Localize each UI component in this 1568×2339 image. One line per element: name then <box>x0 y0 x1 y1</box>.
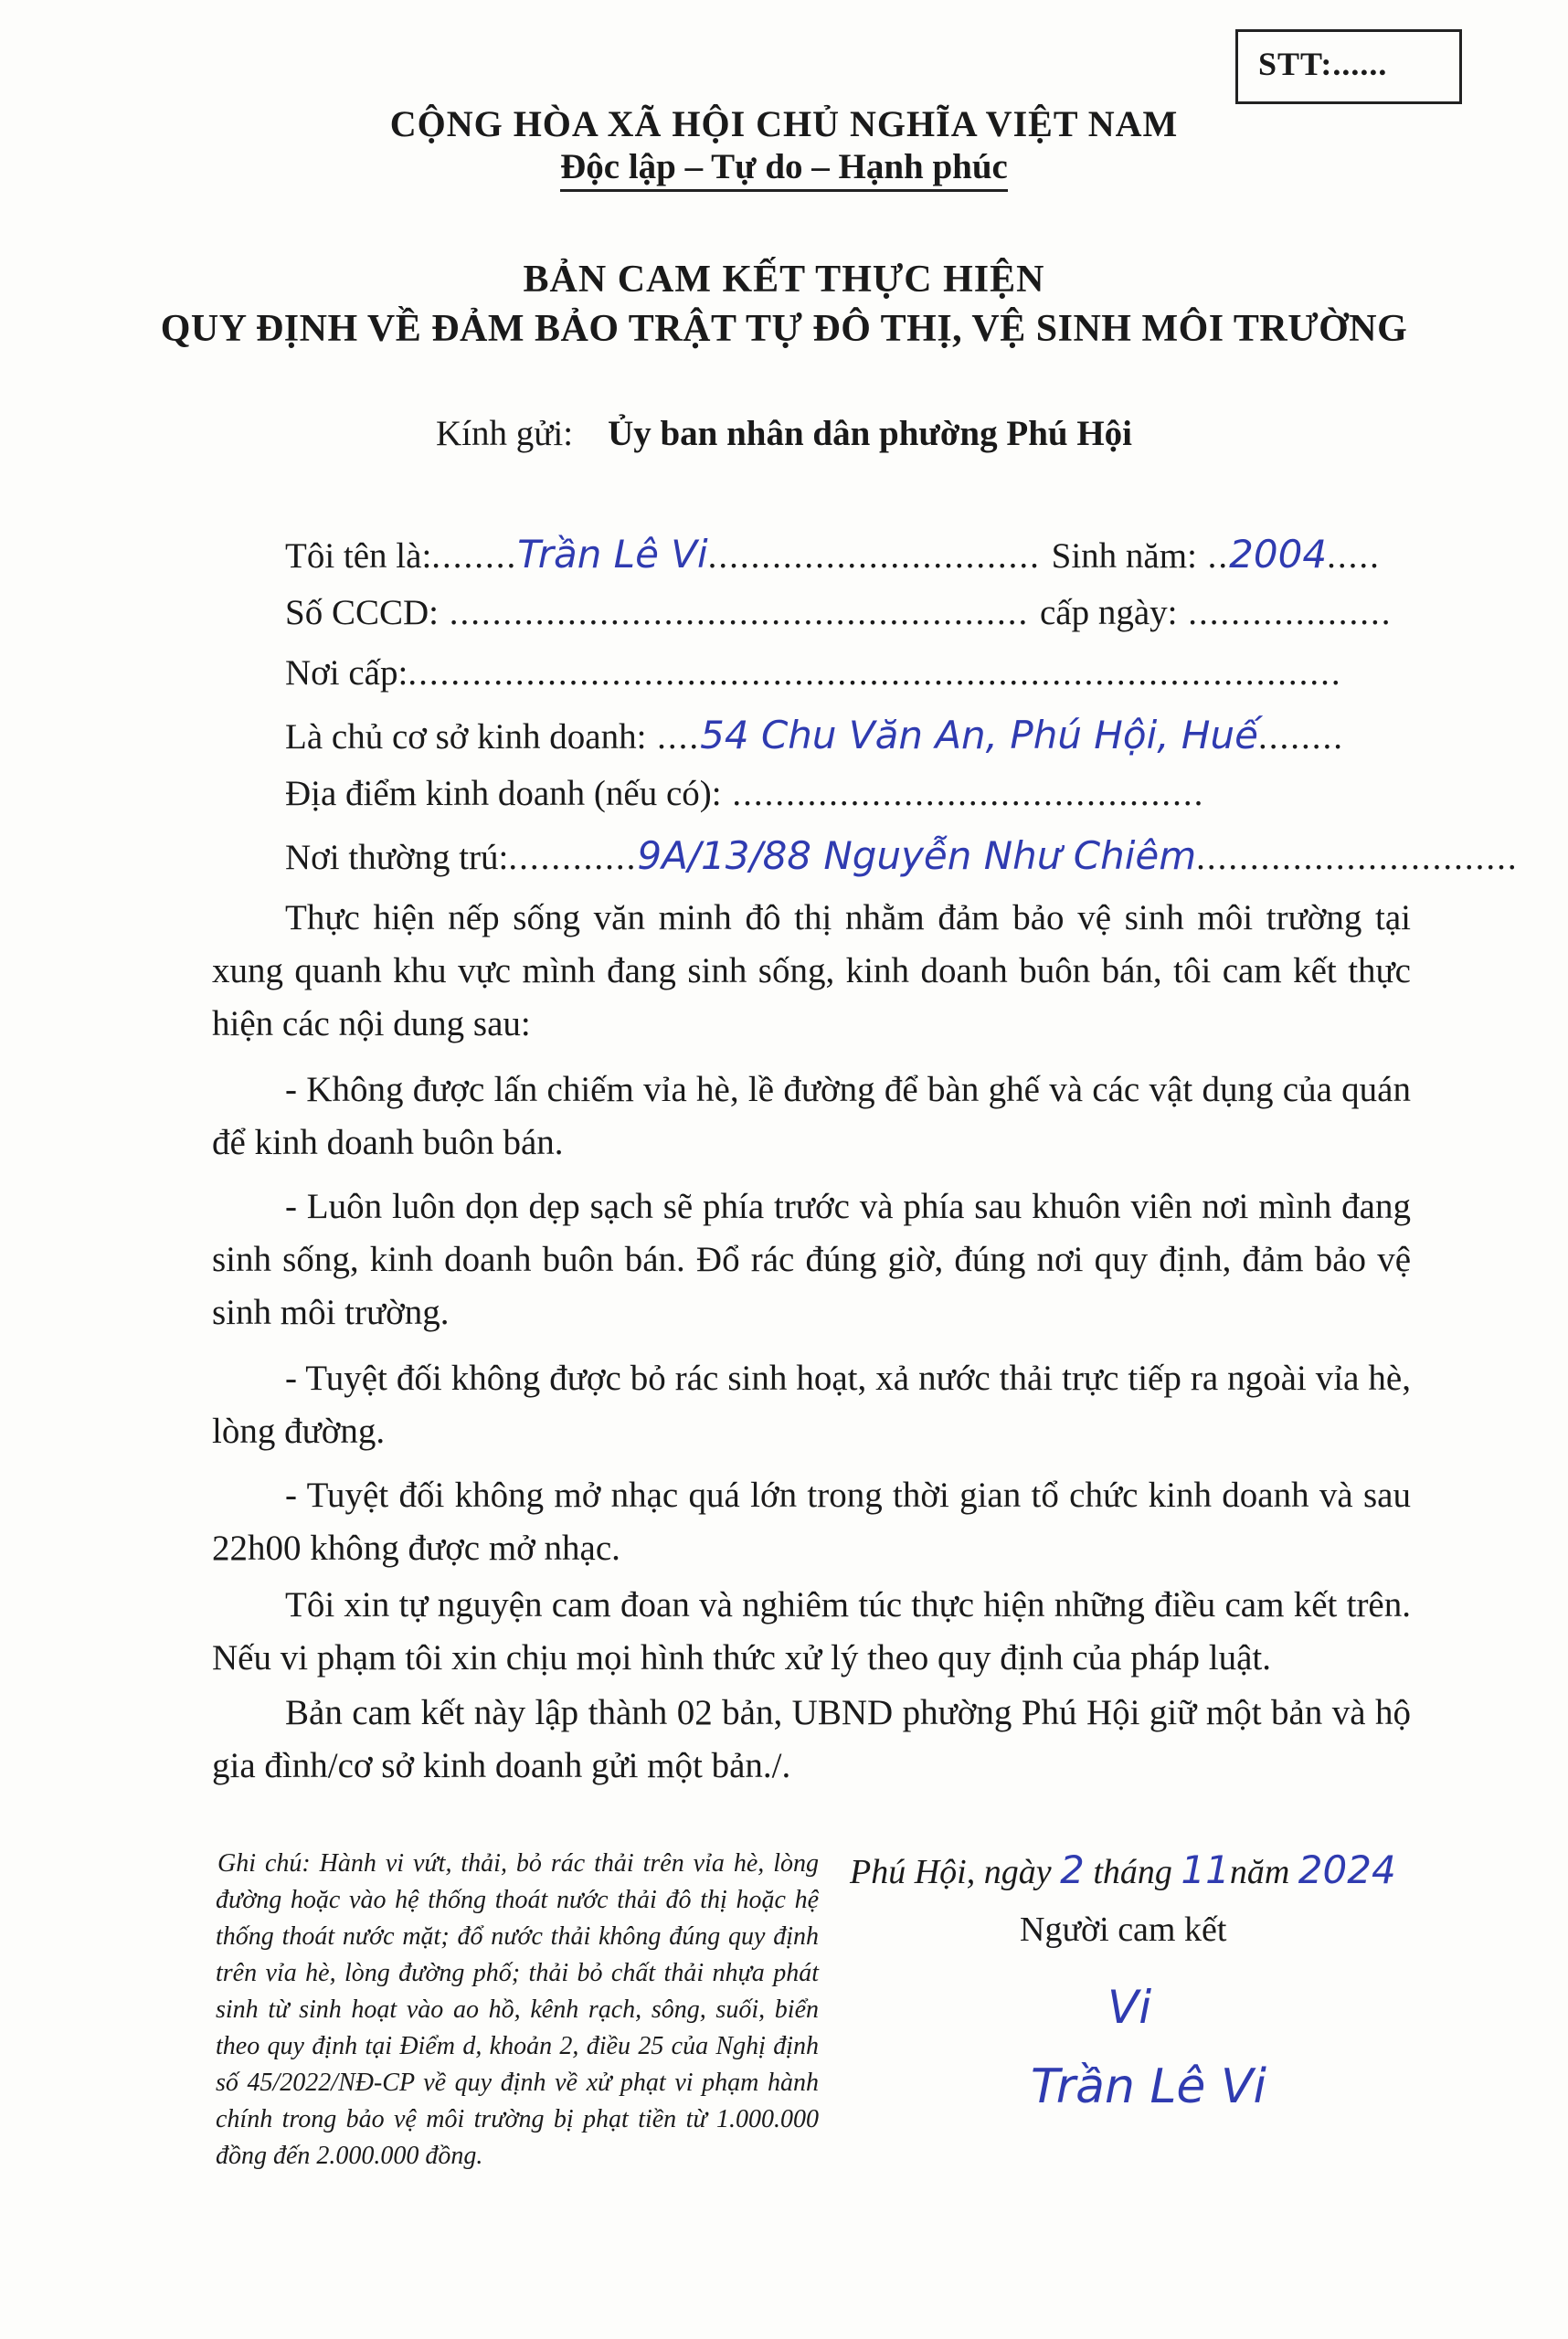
field-issue-place-row <box>285 652 1409 693</box>
date-place: Phú Hội, ngày <box>850 1853 1052 1891</box>
field-id-row <box>285 592 1409 633</box>
date-day[interactable]: 2 <box>1060 1847 1085 1892</box>
issue-place-value[interactable]: ....................................................................................... <box>408 653 1342 693</box>
owner-value[interactable]: 54 Chu Văn An, Phú Hội, Huế <box>700 713 1258 757</box>
nation-heading: CỘNG HÒA XÃ HỘI CHỦ NGHĨA VIỆT NAM <box>389 103 1179 144</box>
commitment-item-3: - Tuyệt đối không được bỏ rác sinh hoạt, xả nước thải trực tiếp ra ngoài vỉa hè, lòng đường. <box>212 1359 1411 1451</box>
date-month[interactable]: 11 <box>1181 1847 1230 1892</box>
field-residence-row: Nơi thường trú:............9A/13/88 Nguyễn Như Chiêm.............................. <box>285 833 1519 878</box>
issue-place-label: Nơi cấp: <box>285 653 408 693</box>
issue-date-label: cấp ngày: <box>1039 593 1178 632</box>
copies-paragraph: Bản cam kết này lập thành 02 bản, UBND phường Phú Hội giữ một bản và hộ gia đình/cơ sở kinh doanh gửi một bản./. <box>212 1693 1411 1785</box>
field-owner-row: Là chủ cơ sở kinh doanh: ....54 Chu Văn An, Phú Hội, Huế........ <box>285 713 1344 757</box>
id-value[interactable]: ...................................................... <box>438 593 1040 632</box>
location-value[interactable]: ............................................ <box>721 774 1205 813</box>
document-title-line2: QUY ĐỊNH VỀ ĐẢM BẢO TRẬT TỰ ĐÔ THỊ, VỆ SINH MÔI TRƯỜNG <box>160 308 1408 350</box>
id-label: Số CCCD: <box>285 593 439 632</box>
residence-value[interactable]: 9A/13/88 Nguyễn Như Chiêm <box>637 833 1197 878</box>
recipient-value: Ủy ban nhân dân phường Phú Hội <box>608 414 1132 453</box>
handwritten-signature: Vi <box>1107 1981 1152 2034</box>
location-label: Địa điểm kinh doanh (nếu có): <box>285 774 722 813</box>
stt-box: STT:...... <box>1235 29 1462 104</box>
field-location-row <box>285 773 1409 814</box>
motto-text: Độc lập – Tự do – Hạnh phúc <box>560 147 1008 192</box>
legal-note: Ghi chú: Hành vi vứt, thải, bỏ rác thải trên vỉa hè, lòng đường hoặc vào hệ thống thoát nước thải đô thị hoặc hệ thống thoát nước mặt; đổ nước thải không đúng quy định trên vỉa hè, lòng đường phố; thải bỏ chất thải nhựa phát sinh từ sinh hoạt vào ao hồ, kênh rạch, sông, suối, biển theo quy định tại Điểm d, khoản 2, điều 25 của Nghị định số 45/2022/NĐ-CP về quy định về xử phạt vi phạm hành chính trong bảo vệ môi trường bị phạt tiền từ 1.000.000 đồng đến 2.000.000 đồng. <box>216 1849 819 2170</box>
commitment-item-4: - Tuyệt đối không mở nhạc quá lớn trong thời gian tổ chức kinh doanh và sau 22h00 không được mở nhạc. <box>212 1476 1411 1568</box>
name-value[interactable]: Trần Lê Vi <box>517 532 708 577</box>
name-label: Tôi tên là: <box>285 536 432 576</box>
recipient-label: Kính gửi: <box>436 414 574 453</box>
signer-full-name: Trần Lê Vi <box>1031 2059 1266 2114</box>
field-name-row: Tôi tên là:........Trần Lê Vi............................... Sinh năm: ..2004..... <box>285 532 1381 577</box>
intro-paragraph: Thực hiện nếp sống văn minh đô thị nhằm đảm bảo vệ sinh môi trường tại xung quanh khu vực mình đang sinh sống, kinh doanh buôn bán, tôi cam kết thực hiện các nội dung sau: <box>212 898 1411 1043</box>
birth-value[interactable]: 2004 <box>1229 532 1328 577</box>
document-title-line1: BẢN CAM KẾT THỰC HIỆN <box>523 259 1045 301</box>
signature-date <box>850 1847 1396 1892</box>
pledge-paragraph: Tôi xin tự nguyện cam đoan và nghiêm túc thực hiện những điều cam kết trên. Nếu vi phạm tôi xin chịu mọi hình thức xử lý theo quy định của pháp luật. <box>212 1585 1411 1678</box>
residence-label: Nơi thường trú: <box>285 838 509 877</box>
commitment-item-1: - Không được lấn chiếm vỉa hè, lề đường để bàn ghế và các vật dụng của quán để kinh doanh buôn bán. <box>212 1070 1411 1162</box>
motto <box>0 146 1568 187</box>
signer-title: Người cam kết <box>1020 1910 1227 1949</box>
owner-label: Là chủ cơ sở kinh doanh: <box>285 717 647 757</box>
commitment-item-2: - Luôn luôn dọn dẹp sạch sẽ phía trước và phía sau khuôn viên nơi mình đang sinh sống, kinh doanh buôn bán. Đổ rác đúng giờ, đúng nơi quy định, đảm bảo vệ sinh môi trường. <box>212 1187 1411 1332</box>
recipient <box>0 413 1568 454</box>
date-year-label: năm <box>1229 1853 1290 1891</box>
date-year[interactable]: 2024 <box>1298 1847 1396 1892</box>
birth-label: Sinh năm: <box>1051 536 1197 576</box>
date-month-label: tháng <box>1093 1853 1172 1891</box>
issue-date-value[interactable]: ................... <box>1177 593 1393 632</box>
